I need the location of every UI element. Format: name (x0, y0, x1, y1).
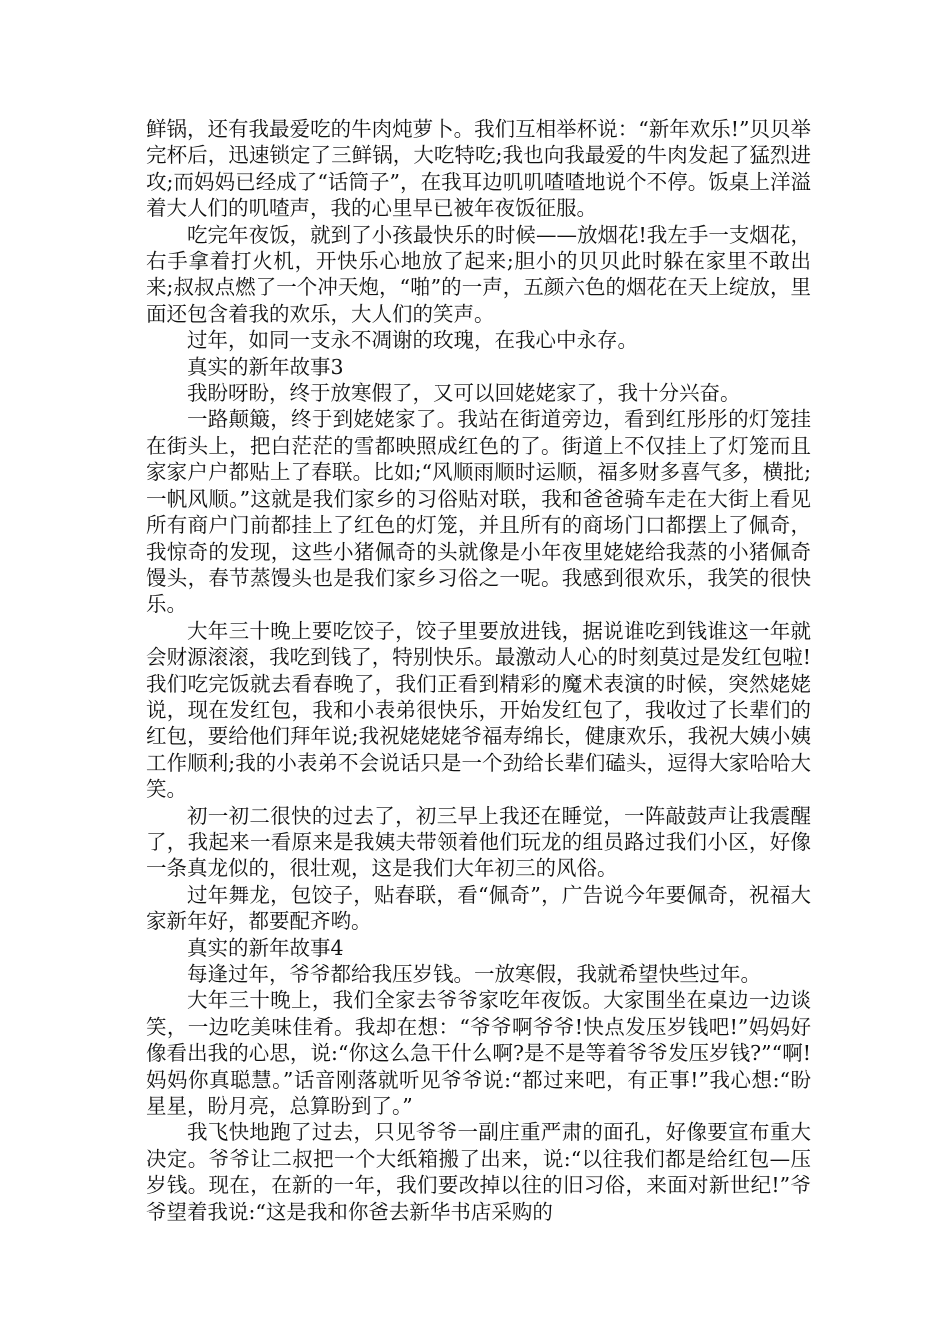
body-paragraph: 初一初二很快的过去了，初三早上我还在睡觉，一阵敲鼓声让我震醒了，我起来一看原来是我姨夫带领着他们玩龙的组员路过我们小区，好像一条真龙似的，很壮观，这是我们大年初三的风俗。 (146, 803, 811, 881)
document-page (146, 116, 811, 1225)
section-heading: 真实的新年故事4 (187, 935, 344, 960)
body-paragraph: 我盼呀盼，终于放寒假了，又可以回姥姥家了，我十分兴奋。 (187, 381, 741, 406)
section-heading: 真实的新年故事3 (187, 354, 344, 379)
body-paragraph: 一路颠簸，终于到姥姥家了。我站在街道旁边，看到红彤彤的灯笼挂在街头上，把白茫茫的雪都映照成红色的了。街道上不仅挂上了灯笼而且家家户户都贴上了春联。比如;“风顺雨顺时运顺，福多财多喜气多，横批;一帆风顺。”这就是我们家乡的习俗贴对联，我和爸爸骑车走在大街上看见所有商户门前都挂上了红色的灯笼，并且所有的商场门口都摆上了佩奇，我惊奇的发现，这些小猪佩奇的头就像是小年夜里姥姥给我蒸的小猪佩奇馒头，春节蒸馒头也是我们家乡习俗之一呢。我感到很欢乐，我笑的很快乐。 (146, 407, 811, 617)
body-paragraph: 我飞快地跑了过去，只见爷爷一副庄重严肃的面孔，好像要宣布重大决定。爷爷让二叔把一个大纸箱搬了出来，说:“以往我们都是给红包—压岁钱。现在，在新的一年，我们要改掉以往的旧习俗，来面对新世纪!”爷爷望着我说:“这是我和你爸去新华书店采购的 (146, 1120, 811, 1224)
body-paragraph: 过年舞龙，包饺子，贴春联，看“佩奇”，广告说今年要佩奇，祝福大家新年好，都要配齐哟。 (146, 882, 811, 934)
body-paragraph: 大年三十晚上，我们全家去爷爷家吃年夜饭。大家围坐在桌边一边谈笑，一边吃美味佳肴。我却在想：“爷爷啊爷爷!快点发压岁钱吧!”妈妈好像看出我的心思，说:“你这么急干什么啊?是不是等着爷爷发压岁钱?”“啊!妈妈你真聪慧。”话音刚落就听见爷爷说:“都过来吧，有正事!”我心想:“盼星星，盼月亮，总算盼到了。” (146, 988, 811, 1119)
body-paragraph: 鲜锅，还有我最爱吃的牛肉炖萝卜。我们互相举杯说：“新年欢乐!”贝贝举完杯后，迅速锁定了三鲜锅，大吃特吃;我也向我最爱的牛肉发起了猛烈进攻;而妈妈已经成了“话筒子”，在我耳边叽叽喳喳地说个不停。饭桌上洋溢着大人们的叽喳声，我的心里早已被年夜饭征服。 (146, 117, 811, 221)
body-paragraph: 大年三十晚上要吃饺子，饺子里要放进钱，据说谁吃到钱谁这一年就会财源滚滚，我吃到钱了，特别快乐。最激动人心的时刻莫过是发红包啦!我们吃完饭就去看春晚了，我们正看到精彩的魔术表演的时候，突然姥姥说，现在发红包，我和小表弟很快乐，开始发红包了，我收过了长辈们的红包，要给他们拜年说;我祝姥姥姥爷福寿绵长，健康欢乐，我祝大姨小姨工作顺利;我的小表弟不会说话只是一个劲给长辈们磕头，逗得大家哈哈大笑。 (146, 618, 811, 802)
body-paragraph: 吃完年夜饭，就到了小孩最快乐的时候——放烟花!我左手一支烟花，右手拿着打火机，开快乐心地放了起来;胆小的贝贝此时躲在家里不敢出来;叔叔点燃了一个冲天炮，“啪”的一声，五颜六色的烟花在天上绽放，里面还包含着我的欢乐，大人们的笑声。 (146, 222, 811, 326)
body-paragraph: 过年，如同一支永不凋谢的玫瑰，在我心中永存。 (187, 328, 638, 353)
body-paragraph: 每逢过年，爷爷都给我压岁钱。一放寒假，我就希望快些过年。 (187, 962, 761, 986)
